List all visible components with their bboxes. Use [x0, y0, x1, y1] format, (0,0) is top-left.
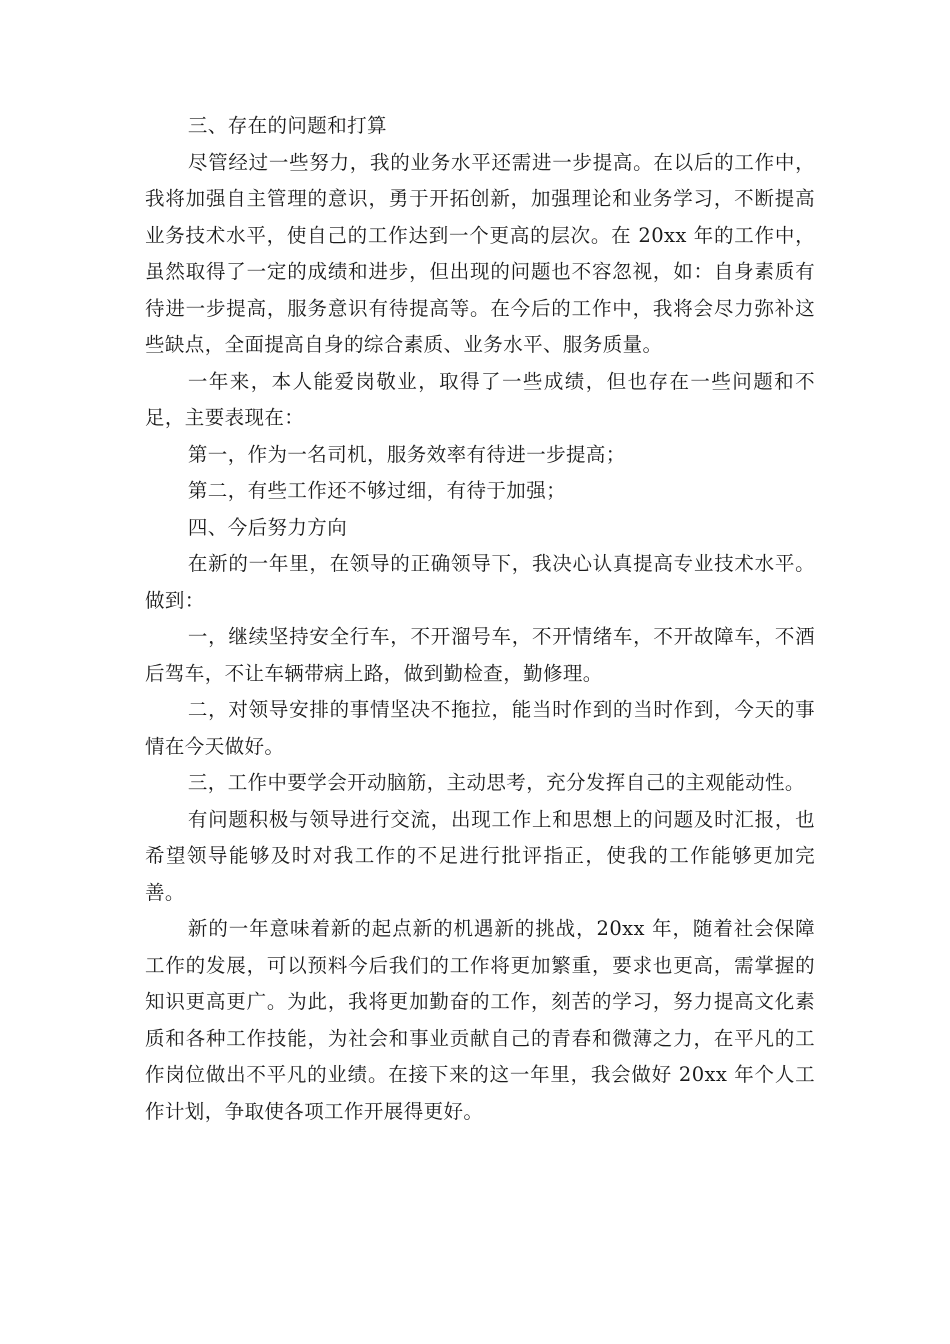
list-item-second: 第二，有些工作还不够过细，有待于加强；: [187, 479, 566, 502]
paragraph-new-year-goal: 在新的一年里，在领导的正确领导下，我决心认真提高专业技术水平。做到：: [145, 552, 815, 612]
list-item-first: 第一，作为一名司机，服务效率有待进一步提高；: [187, 442, 626, 466]
section-heading-future-direction: 四、今后努力方向: [187, 515, 348, 539]
paragraph-shortcomings-intro: 一年来，本人能爱岗敬业，取得了一些成绩，但也存在一些问题和不足，主要表现在：: [145, 369, 815, 429]
list-item-one-safe-driving: 一，继续坚持安全行车，不开溜号车，不开情绪车，不开故障车，不酒后驾车，不让车辆带病上路，做到勤检查，勤修理。: [145, 625, 815, 685]
paragraph-communication: 有问题积极与领导进行交流，出现工作上和思想上的问题及时汇报，也希望领导能够及时对我工作的不足进行批评指正，使我的工作能够更加完善。: [145, 807, 815, 904]
list-item-two-no-delay: 二，对领导安排的事情坚决不拖拉，能当时作到的当时作到，今天的事情在今天做好。: [145, 698, 815, 758]
paragraph-conclusion: 新的一年意味着新的起点新的机遇新的挑战，20xx 年，随着社会保障工作的发展，可以预料今后我们的工作将更加繁重，要求也更高，需掌握的知识更高更广。为此，我将更加勤奋的工作，刻苦的学习，努力提高文化素质和各种工作技能，为社会和事业贡献自己的青春和微薄之力，在平凡的工作岗位做出不平凡的业绩。在接下来的这一年里，我会做好 20xx 年个人工作计划，争取使各项工作开展得更好。: [145, 917, 815, 1123]
list-item-three-initiative: 三，工作中要学会开动脑筋，主动思考，充分发挥自己的主观能动性。: [187, 771, 805, 794]
document-body: [145, 108, 815, 1130]
section-heading-problems-plans: 三、存在的问题和打算: [187, 114, 387, 137]
paragraph-improvement: 尽管经过一些努力，我的业务水平还需进一步提高。在以后的工作中，我将加强自主管理的意识，勇于开拓创新，加强理论和业务学习，不断提高业务技术水平，使自己的工作达到一个更高的层次。在 20xx 年的工作中，虽然取得了一定的成绩和进步，但出现的问题也不容忽视，如：自身素质有待进一步提高，服务意识有待提高等。在今后的工作中，我将会尽力弥补这些缺点，全面提高自身的综合素质、业务水平、服务质量。: [145, 150, 815, 356]
